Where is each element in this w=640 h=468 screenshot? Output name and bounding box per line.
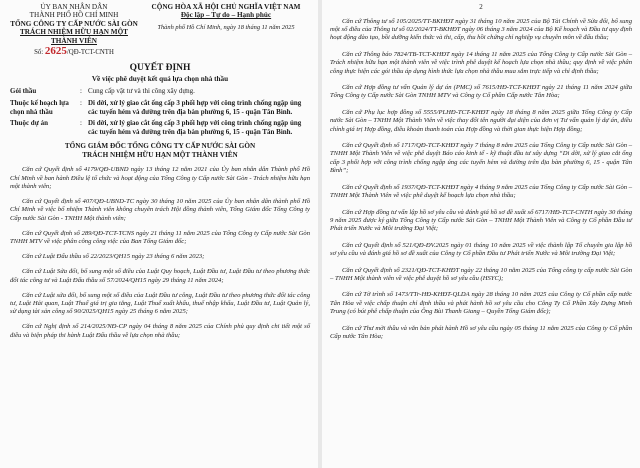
- legal-basis-list: [10, 166, 310, 340]
- info-label: Gói thầu: [10, 87, 37, 96]
- legal-basis-paragraph: Căn cứ Thông tư số 105/2025/TT-BKHĐT ngày 31 tháng 10 năm 2025 của Bộ Tài Chính về Sửa đổi, bổ sung một số điều của Thông tư số 02/2024/TT-BKHĐT ngày 06 tháng 3 năm 2024 của Bộ Kế hoạch và Đầu tư quy định hoạt động đào tạo, bồi dưỡng kiến thức và thi, cấp, thu hồi chứng chỉ nghiệp vụ chuyên môn về đấu thầu;: [330, 17, 632, 42]
- info-value: Di dời, xử lý giao cắt ống cấp 3 phối hợp với công trình chống ngập úng các tuyến hẻm và đường trên địa bàn phường 6, 15 - quận Tân Bình.: [88, 119, 302, 136]
- doc-number-value: 2625: [44, 45, 67, 58]
- decision-subtitle: Về việc phê duyệt kết quả lựa chọn nhà thầu: [91, 75, 229, 84]
- issuer-line-1: ỦY BAN NHÂN DÂN: [40, 3, 108, 11]
- legal-basis-paragraph: Căn cứ Nghị định số 214/2025/NĐ-CP ngày 04 tháng 8 năm 2025 của Chính phủ quy định chi tiết một số điều và biện pháp thi hành Luật Đấu thầu về lựa chọn nhà thầu;: [10, 323, 310, 339]
- legal-basis-paragraph: Căn cứ Phụ lục hợp đồng số 5555/PLHĐ-TCT-KHĐT ngày 18 tháng 8 năm 2025 giữa Tổng Công ty Cấp nước Sài Gòn – TNHH Một Thành Viên về việc thay đổi tên người đại diện của đơn vị Tư vấn quản lý dự án, điều chỉnh giá trị Hợp đồng, điều khoản thanh toán của Hợp đồng và thời gian thực hiện Hợp đồng;: [330, 108, 632, 133]
- doc-prefix: Số:: [34, 49, 44, 57]
- national-title: CỘNG HÒA XÃ HỘI CHỦ NGHĨA VIỆT NAM: [151, 3, 301, 11]
- info-label: Thuộc dự án: [10, 119, 49, 128]
- info-row-plan: Thuộc kế hoạch lựa chọn nhà thầu : Di dời, xử lý giao cắt ống cấp 3 phối hợp với công trình chống ngập úng các tuyến hẻm và đường trên địa bàn phường 6, 15 - quận Tân Bình.: [10, 99, 310, 116]
- legal-basis-paragraph: Căn cứ Quyết định số 2321/QĐ-TCT-KHĐT ngày 22 tháng 10 năm 2025 của Tổng công ty cấp nước Sài Gòn – TNHH Một thành viên về việc phê duyệt hồ sơ yêu cầu (HSYC);: [330, 266, 632, 282]
- document-page-2: [322, 0, 640, 468]
- national-motto: Độc lập – Tự do – Hạnh phúc: [180, 11, 272, 20]
- info-row-package: Gói thầu : Cung cấp vật tư và thi công xây dựng.: [10, 87, 310, 96]
- legal-basis-paragraph: Căn cứ Quyết định số 1937/QĐ-TCT-KHĐT ngày 4 tháng 9 năm 2025 của Tổng Công ty Cấp nước Sài Gòn – TNHH Một Thành Viên về việc phê duyệt kế hoạch lựa chọn nhà thầu;: [330, 183, 632, 200]
- issuer-line-3: TỔNG CÔNG TY CẤP NƯỚC SÀI GÒN: [10, 19, 138, 28]
- authority-heading: [10, 142, 310, 159]
- legal-basis-paragraph: Căn cứ Quyết định số 407/QĐ-UBND-TC ngày 30 tháng 10 năm 2025 của Ủy ban nhân dân thành phố Hồ Chí Minh về việc bổ nhiệm Thành viên không chuyên trách Hội đồng thành viên, Tổng Giám đốc Tổng Công ty Cấp nước Sài Gòn - TNHH Một thành viên;: [10, 198, 310, 222]
- decision-title: QUYẾT ĐỊNH: [129, 63, 191, 74]
- legal-basis-paragraph: Căn cứ Thông báo 7824/TB-TCT-KHĐT ngày 14 tháng 11 năm 2025 của Tổng Công ty Cấp nước Sài Gòn – Trách nhiệm hữu hạn một thành viên về việc trình phê duyệt kế hoạch lựa chọn nhà thầu; quy định về việc phân công thực hiện các gói thầu áp dụng hình thức lựa chọn nhà thầu mua sắm trực tiếp và chỉ định thầu;: [330, 50, 632, 75]
- legal-basis-paragraph: Căn cứ Quyết định số 289/QĐ-TCT-TCNS ngày 21 tháng 11 năm 2025 của Tổng Công ty Cấp nước Sài Gòn TNHH MTV về việc phân công công việc của Ban Tổng Giám đốc;: [10, 229, 310, 246]
- issuer-line-4: TRÁCH NHIỆM HỮU HẠN MỘT THÀNH VIÊN: [20, 28, 128, 45]
- legal-basis-paragraph: Căn cứ Quyết định số 1717/QĐ-TCT-KHĐT ngày 7 tháng 8 năm 2025 của Tổng Công ty Cấp nước Sài Gòn – TNHH Một Thành Viên về việc phê duyệt Báo cáo kinh tế - kỹ thuật đầu tư xây dựng “Di dời, xử lý giao cắt ống cấp 3 phối hợp với công trình chống ngập úng các tuyến hẻm và đường trên địa bàn phường 6, 15 - quận Tân Bình”;: [330, 142, 632, 175]
- national-motto-block: [142, 3, 310, 57]
- document-header: [10, 3, 310, 57]
- legal-basis-paragraph: Căn cứ Quyết định số 4179/QĐ-UBND ngày 13 tháng 12 năm 2021 của Ủy ban nhân dân Thành phố Hồ Chí Minh về ban hành Điều lệ tổ chức và hoạt động của Tổng Công ty Cấp nước Sài Gòn - Trách nhiệm hữu hạn một thành viên;: [10, 166, 310, 190]
- authority-line-2: TRÁCH NHIỆM HỮU HẠN MỘT THÀNH VIÊN: [82, 151, 238, 159]
- tender-info: [10, 87, 310, 136]
- legal-basis-paragraph: Căn cứ Thư mời thầu và văn bản phát hành Hồ sơ yêu cầu ngày 05 tháng 11 năm 2025 của Công ty Cổ phần Cấp nước Tân Hòa;: [330, 324, 632, 340]
- document-number: [10, 47, 138, 57]
- info-row-project: Thuộc dự án : Di dời, xử lý giao cắt ống cấp 3 phối hợp với công trình chống ngập úng các tuyến hẻm và đường trên địa bàn phường 6, 15 - quận Tân Bình.: [10, 119, 310, 136]
- issuer-block: [10, 3, 138, 57]
- legal-basis-paragraph: Căn cứ Tờ trình số 1473/TTr-HĐ-KHĐT-QLDA ngày 28 tháng 10 năm 2025 của Công ty Cổ phần cấp nước Tân Hòa về việc chấp thuận chỉ định thầu và phát hành hồ sơ yêu cầu cho Công Ty Cổ Phần Xây Dựng Minh Trung (có bút phê chấp thuận của Ông Bùi Thanh Giang – Quyền Tổng Giám đốc);: [330, 291, 632, 316]
- legal-basis-paragraph: Căn cứ Hợp đồng tư vấn lập hồ sơ yêu cầu và đánh giá hồ sơ đề xuất số 6717/HĐ-TCT-CNTH ngày 30 tháng 9 năm 2025 được ký giữa Tổng Công ty Cấp nước Sài Gòn – TNHH Một Thành Viên và Công ty Cổ phần Đầu tư Phát triển Nước và Môi trường Đại Việt;: [330, 208, 632, 233]
- page-number: 2: [479, 3, 483, 11]
- info-value: Di dời, xử lý giao cắt ống cấp 3 phối hợp với công trình chống ngập úng các tuyến hẻm và đường trên địa bàn phường 6, 15 - quận Tân Bình.: [88, 99, 302, 116]
- issue-date: Thành phố Hồ Chí Minh, ngày 18 tháng 11 năm 2025: [157, 23, 295, 31]
- legal-basis-paragraph: Căn cứ Luật sửa đổi, bổ sung một số điều của Luật Đầu tư công, Luật Đầu tư theo phương thức đối tác công tư, Luật Hải quan, Luật Thuế giá trị gia tăng, Luật Thuế xuất khẩu, thuế nhập khẩu, Luật Đầu tư, Luật Quản lý, sử dụng tài sản công số 90/2025/QH15 ngày 25 tháng 6 năm 2025;: [10, 291, 310, 316]
- info-value: Cung cấp vật tư và thi công xây dựng.: [88, 87, 195, 96]
- info-label: Thuộc kế hoạch lựa chọn nhà thầu: [10, 99, 69, 116]
- legal-basis-paragraph: Căn cứ Luật Đấu thầu số 22/2023/QH15 ngày 23 tháng 6 năm 2023;: [22, 253, 205, 261]
- doc-suffix: /QĐ-TCT-CNTH: [66, 49, 114, 57]
- legal-basis-paragraph: Căn cứ Hợp đồng tư vấn Quản lý dự án (PMC) số 7615/HĐ-TCT-KHĐT ngày 21 tháng 11 năm 2024 giữa Tổng Công ty Cấp nước Sài Gòn TNHH MTV và Công ty Cổ phần Cấp nước Tân Hòa;: [330, 84, 632, 100]
- document-page-1: [0, 0, 318, 468]
- authority-line-1: TỔNG GIÁM ĐỐC TỔNG CÔNG TY CẤP NƯỚC SÀI GÒN: [64, 142, 256, 151]
- legal-basis-list-continued: [330, 18, 632, 342]
- legal-basis-paragraph: Căn cứ Quyết định số 521/QĐ-ĐV.2025 ngày 01 tháng 10 năm 2025 về việc thành lập Tổ chuyên gia lập hồ sơ yêu cầu và đánh giá hồ sơ đề xuất của Công ty Cổ phần Đầu tư Phát triển Nước và Môi trường Đại Việt;: [330, 241, 632, 258]
- issuer-line-2: THÀNH PHỐ HỒ CHÍ MINH: [29, 11, 119, 20]
- legal-basis-paragraph: Căn cứ Luật Sửa đổi, bổ sung một số điều của Luật Quy hoạch, Luật Đầu tư, Luật Đầu tư theo phương thức đối tác công tư và Luật Đấu thầu số 57/2024/QH15 ngày 29 tháng 11 năm 2024;: [10, 268, 310, 284]
